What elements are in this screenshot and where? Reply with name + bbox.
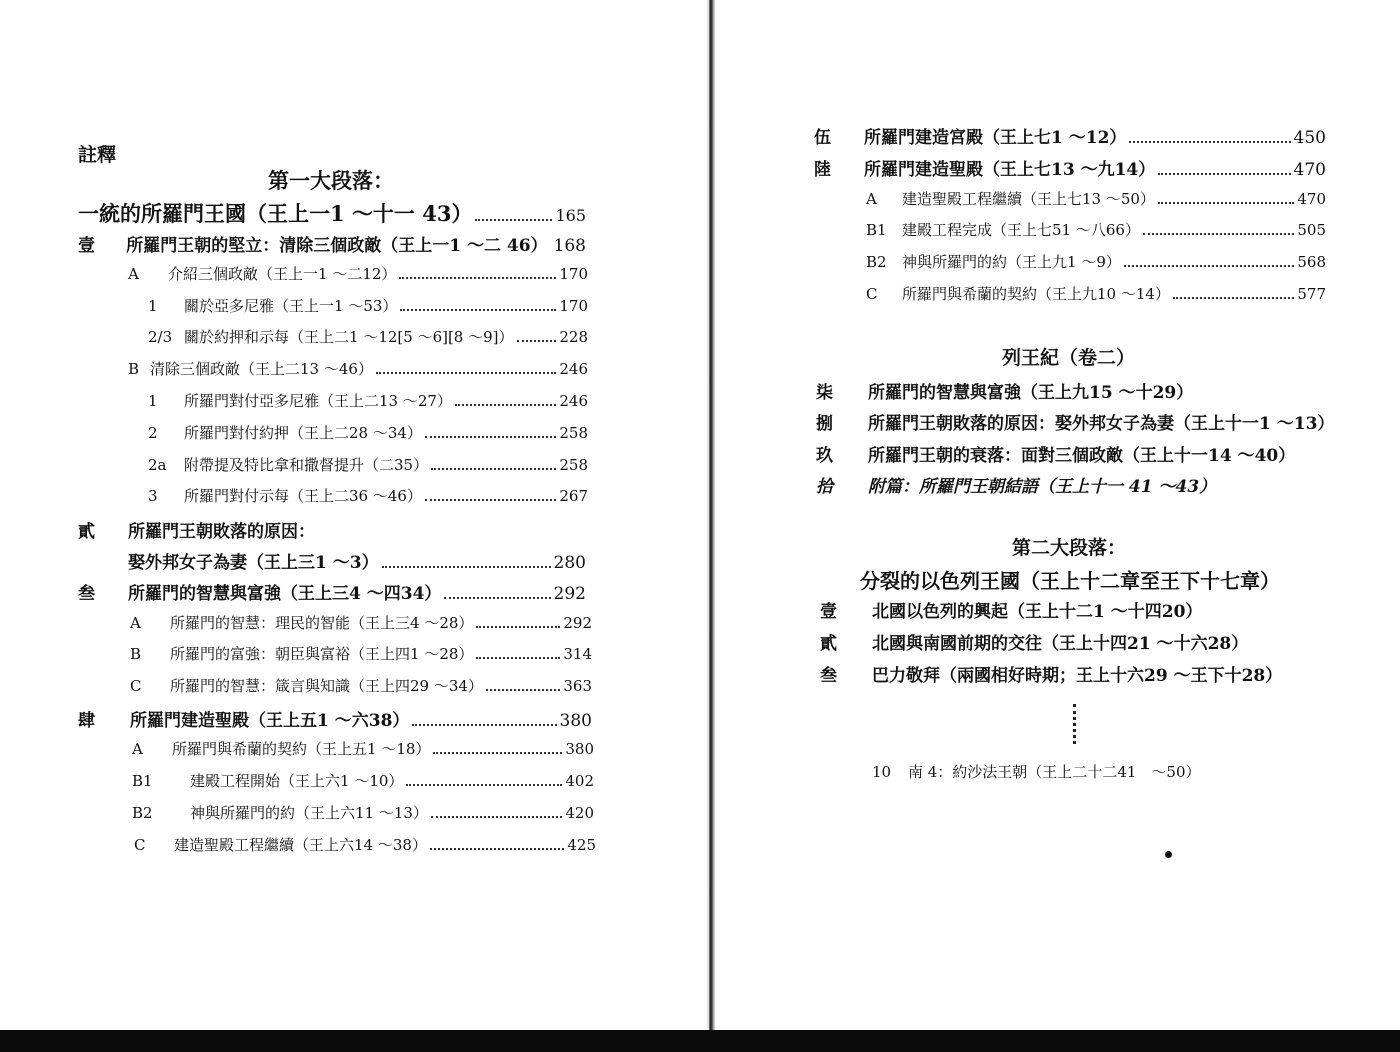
toc-entry[interactable] bbox=[148, 454, 588, 476]
dot-leader bbox=[1173, 297, 1294, 299]
dot-leader bbox=[431, 816, 562, 818]
dot-leader bbox=[1158, 202, 1294, 204]
notes-heading: 註釋 bbox=[78, 144, 117, 166]
dot-leader bbox=[476, 657, 560, 659]
entry-number: 2 bbox=[148, 424, 158, 442]
entry-number: 陸 bbox=[814, 160, 831, 180]
entry-title: 附篇：所羅門王朝結語（王上十一 41 ～43） bbox=[868, 477, 1217, 497]
scan-bottom-edge bbox=[0, 1030, 1400, 1052]
entry-title: 關於約押和示每（王上二1 ～12[5 ～6][8 ～9]） bbox=[184, 328, 514, 346]
dot-leader bbox=[399, 277, 556, 279]
dot-leader bbox=[486, 689, 560, 691]
entry-title: 所羅門與希蘭的契約（王上五1 ～18） bbox=[172, 740, 431, 758]
toc-entry[interactable] bbox=[148, 326, 588, 348]
entry-number: 伍 bbox=[814, 128, 831, 148]
entry-number: 1 bbox=[148, 392, 158, 410]
section1-subtitle: 一統的所羅門王國（王上一1 ～十一 43） bbox=[78, 201, 473, 226]
entry-number: 2/3 bbox=[148, 328, 173, 346]
page-number: 292 bbox=[563, 614, 592, 632]
toc-entry[interactable] bbox=[148, 390, 588, 412]
dot-leader bbox=[430, 848, 564, 850]
entry-number: 柒 bbox=[816, 383, 833, 403]
entry-number: 貳 bbox=[820, 634, 837, 654]
toc-entry[interactable] bbox=[148, 485, 588, 507]
toc-entry[interactable] bbox=[820, 597, 1202, 622]
dot-leader bbox=[475, 219, 552, 221]
page-number: 450 bbox=[1293, 128, 1326, 148]
footer-number: 10 bbox=[872, 763, 892, 781]
entry-number: B2 bbox=[866, 253, 887, 271]
book2-title: 列王紀（卷二） bbox=[1002, 347, 1136, 369]
page-number: 170 bbox=[559, 265, 588, 283]
entry-title: 所羅門的智慧：箴言與知識（王上四29 ～34） bbox=[170, 677, 483, 695]
page-number: 314 bbox=[563, 645, 592, 663]
page-number: 363 bbox=[563, 677, 592, 695]
toc-entry[interactable] bbox=[814, 123, 1326, 149]
page-number: 425 bbox=[567, 836, 596, 854]
entry-number: C bbox=[130, 677, 142, 695]
toc-entry[interactable] bbox=[866, 188, 1326, 210]
page-number: 258 bbox=[559, 456, 588, 474]
entry-number: 肆 bbox=[78, 711, 95, 731]
entry-title: 建殿工程開始（王上六1 ～10） bbox=[190, 772, 404, 790]
entry-number: B bbox=[130, 645, 142, 663]
toc-entry-appendix[interactable] bbox=[816, 472, 1216, 497]
entry-number: 捌 bbox=[816, 414, 833, 434]
entry-number: A bbox=[130, 614, 141, 632]
dot-leader bbox=[431, 468, 556, 470]
footer-text: 南 4：約沙法王朝（王上二十二41 ～50） bbox=[908, 763, 1201, 781]
page-number: 402 bbox=[565, 772, 594, 790]
page-number: 267 bbox=[559, 487, 588, 505]
entry-number: A bbox=[866, 190, 877, 208]
entry-title: 所羅門王朝的衰落：面對三個政敵（王上十一14 ～40） bbox=[868, 446, 1296, 466]
entry-title: 所羅門對付示每（王上二36 ～46） bbox=[184, 487, 422, 505]
toc-entry[interactable] bbox=[78, 548, 586, 574]
entry-title: 清除三個政敵（王上二13 ～46） bbox=[150, 360, 373, 378]
section1-title: 第一大段落： bbox=[268, 168, 394, 193]
page-number: 568 bbox=[1297, 253, 1326, 271]
entry-title: 北國與南國前期的交往（王上十四21 ～十六28） bbox=[872, 634, 1249, 654]
dot-leader bbox=[412, 724, 556, 726]
dot-leader bbox=[1124, 265, 1295, 267]
toc-entry[interactable] bbox=[814, 155, 1326, 181]
toc-entry[interactable] bbox=[816, 409, 1334, 434]
dot-leader bbox=[406, 784, 562, 786]
dot-leader bbox=[425, 499, 556, 501]
toc-entry[interactable] bbox=[128, 263, 588, 285]
entry-title: 北國以色列的興起（王上十二1 ～十四20） bbox=[872, 602, 1203, 622]
entry-number: B2 bbox=[132, 804, 153, 822]
entry-title: 神與所羅門的約（王上六11 ～13） bbox=[190, 804, 428, 822]
entry-title: 所羅門的智慧與富強（王上九15 ～十29） bbox=[868, 383, 1194, 403]
entry-number: 壹 bbox=[78, 236, 95, 256]
page-number: 258 bbox=[559, 424, 588, 442]
scan-speck bbox=[1165, 851, 1172, 858]
entry-title: 娶外邦女子為妻（王上三1 ～3） bbox=[128, 553, 379, 573]
page-number: 170 bbox=[559, 297, 588, 315]
entry-number: 1 bbox=[148, 297, 158, 315]
entry-title: 建造聖殿工程繼續（王上六14 ～38） bbox=[174, 836, 427, 854]
entry-title: 所羅門對付亞多尼雅（王上二13 ～27） bbox=[184, 392, 452, 410]
page-number: 228 bbox=[559, 328, 588, 346]
dot-leader bbox=[400, 309, 556, 311]
toc-entry[interactable] bbox=[148, 422, 588, 444]
entry-number: 2a bbox=[148, 456, 167, 474]
entry-title: 所羅門王朝的堅立：清除三個政敵（王上一1 ～二 46） bbox=[126, 236, 548, 256]
page-number: 380 bbox=[565, 740, 594, 758]
footer-entry bbox=[872, 761, 1201, 782]
book-spine bbox=[706, 0, 715, 1030]
toc-entry[interactable] bbox=[130, 643, 592, 665]
page-number: 280 bbox=[553, 553, 586, 573]
entry-title: 所羅門的智慧與富強（王上三4 ～四34） bbox=[128, 584, 442, 604]
entry-title: 所羅門建造聖殿（王上五1 ～六38） bbox=[130, 711, 410, 731]
entry-title: 所羅門建造聖殿（王上七13 ～九14） bbox=[864, 160, 1156, 180]
dot-leader bbox=[433, 752, 562, 754]
entry-title: 附帶提及特比拿和撒督提升（二35） bbox=[184, 456, 429, 474]
toc-entry[interactable] bbox=[128, 358, 588, 380]
entry-number: B bbox=[128, 360, 140, 378]
toc-entry[interactable] bbox=[820, 629, 1248, 654]
dot-leader bbox=[455, 404, 556, 406]
toc-entry[interactable] bbox=[820, 661, 1282, 686]
page-number: 168 bbox=[553, 236, 586, 256]
dot-leader bbox=[1158, 173, 1290, 175]
toc-entry[interactable] bbox=[866, 283, 1326, 305]
toc-entry[interactable] bbox=[816, 441, 1295, 466]
section1-subtitle-entry[interactable] bbox=[78, 198, 586, 228]
entry-number: A bbox=[128, 265, 139, 283]
entry-title: 所羅門王朝敗落的原因： bbox=[128, 522, 315, 542]
toc-entry[interactable] bbox=[866, 251, 1326, 273]
page-number: 292 bbox=[553, 584, 586, 604]
page-number: 165 bbox=[555, 206, 586, 225]
page-number: 246 bbox=[559, 392, 588, 410]
toc-entry[interactable] bbox=[132, 738, 594, 760]
entry-number: 叁 bbox=[78, 584, 95, 604]
toc-entry[interactable] bbox=[78, 706, 592, 732]
page-number: 505 bbox=[1297, 221, 1326, 239]
entry-number: 叁 bbox=[820, 666, 837, 686]
entry-title: 巴力敬拜（兩國相好時期；王上十六29 ～王下十28） bbox=[872, 666, 1283, 686]
entry-number: 壹 bbox=[820, 602, 837, 622]
entry-title: 所羅門對付約押（王上二28 ～34） bbox=[184, 424, 422, 442]
entry-number: C bbox=[866, 285, 878, 303]
dot-leader bbox=[444, 597, 550, 599]
section2-subtitle: 分裂的以色列王國（王上十二章至王下十七章） bbox=[860, 569, 1280, 593]
toc-entry[interactable] bbox=[78, 517, 586, 542]
dot-leader bbox=[1129, 141, 1290, 143]
entry-number: 玖 bbox=[816, 446, 833, 466]
dot-leader bbox=[476, 626, 560, 628]
page-number: 470 bbox=[1293, 160, 1326, 180]
continuation-dots bbox=[1073, 704, 1080, 744]
entry-title: 所羅門王朝敗落的原因：娶外邦女子為妻（王上十一1 ～13） bbox=[868, 414, 1335, 434]
entry-title: 神與所羅門的約（王上九1 ～9） bbox=[902, 253, 1121, 271]
entry-title: 建造聖殿工程繼續（王上七13 ～50） bbox=[902, 190, 1155, 208]
dot-leader bbox=[376, 372, 556, 374]
entry-number: 貳 bbox=[78, 522, 95, 542]
toc-entry[interactable] bbox=[132, 802, 594, 824]
entry-title: 所羅門建造宮殿（王上七1 ～12） bbox=[864, 128, 1127, 148]
page-number: 577 bbox=[1297, 285, 1326, 303]
entry-title: 所羅門的富強：朝臣與富裕（王上四1 ～28） bbox=[170, 645, 474, 663]
page-number: 470 bbox=[1297, 190, 1326, 208]
toc-entry[interactable] bbox=[132, 770, 594, 792]
toc-entry[interactable] bbox=[866, 219, 1326, 241]
toc-entry[interactable] bbox=[130, 675, 592, 697]
entry-number: 3 bbox=[148, 487, 158, 505]
entry-number: B1 bbox=[866, 221, 887, 239]
dot-leader bbox=[425, 436, 556, 438]
entry-number: A bbox=[132, 740, 143, 758]
toc-entry[interactable] bbox=[78, 231, 586, 257]
entry-title: 介紹三個政敵（王上一1 ～二12） bbox=[168, 265, 397, 283]
entry-number: 拾 bbox=[816, 477, 833, 497]
section2-title: 第二大段落： bbox=[1012, 537, 1127, 559]
toc-entry[interactable] bbox=[78, 579, 586, 605]
dot-leader bbox=[517, 340, 557, 342]
entry-title: 所羅門與希蘭的契約（王上九10 ～14） bbox=[902, 285, 1170, 303]
dot-leader bbox=[382, 566, 551, 568]
entry-number: B1 bbox=[132, 772, 153, 790]
entry-title: 建殿工程完成（王上七51 ～八66） bbox=[902, 221, 1140, 239]
toc-entry[interactable] bbox=[134, 834, 596, 856]
toc-entry[interactable] bbox=[130, 612, 592, 634]
toc-entry[interactable] bbox=[148, 295, 588, 317]
toc-entry[interactable] bbox=[816, 378, 1193, 403]
entry-title: 關於亞多尼雅（王上一1 ～53） bbox=[184, 297, 398, 315]
entry-number: C bbox=[134, 836, 146, 854]
entry-title: 所羅門的智慧：理民的智能（王上三4 ～28） bbox=[170, 614, 474, 632]
page-number: 246 bbox=[559, 360, 588, 378]
dot-leader bbox=[1143, 233, 1294, 235]
page-number: 420 bbox=[565, 804, 594, 822]
page-number: 380 bbox=[559, 711, 592, 731]
